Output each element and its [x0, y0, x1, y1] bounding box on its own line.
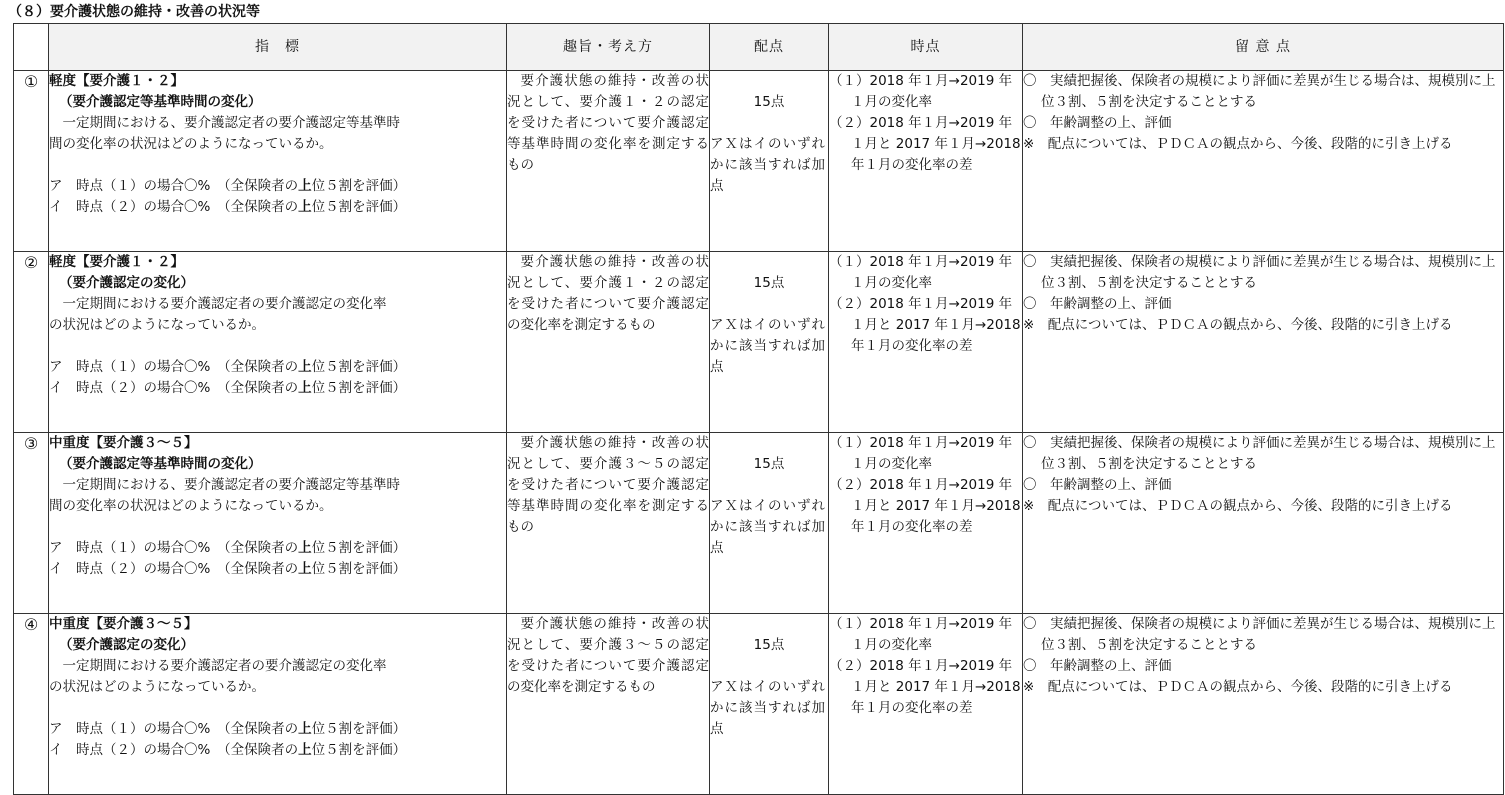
purpose-cell: [507, 614, 710, 795]
indicator-text-line: 一定期間における要介護認定者の要介護認定の変化率: [62, 658, 387, 674]
note-item: 〇 年齢調整の上、評価: [1023, 296, 1172, 312]
indicator-cell: [49, 614, 507, 795]
timing-cell: [829, 71, 1023, 252]
points-condition: アＸはイのいずれかに該当すれば加点: [710, 498, 826, 556]
indicator-text-line: の状況はどのようになっているか。: [49, 317, 265, 333]
purpose-cell: [507, 252, 710, 433]
option-text: イ 時点（２）の場合〇% （全保険者の: [49, 742, 299, 758]
header-row: [14, 24, 1504, 71]
timing-item: （２）2018 年１月→2019 年１月と 2017 年１月→2018 年１月の変化率の差: [829, 115, 1021, 173]
note-item: 〇 実績把握後、保険者の規模により評価に差異が生じる場合は、規模別に上位３割、５割を決定することとする: [1023, 254, 1496, 291]
row-number: ①: [14, 71, 49, 252]
option-text: ア 時点（１）の場合〇% （全保険者の: [49, 178, 299, 194]
indicator-cell: [49, 433, 507, 614]
indicator-table: [13, 23, 1504, 795]
table-row: [14, 71, 1504, 252]
points-score: 15点: [753, 275, 785, 291]
timing-item: （１）2018 年１月→2019 年１月の変化率: [829, 254, 1013, 291]
note-item: 〇 実績把握後、保険者の規模により評価に差異が生じる場合は、規模別に上位３割、５割を決定することとする: [1023, 616, 1496, 653]
header-number: [14, 24, 49, 71]
indicator-text-line: 一定期間における、要介護認定者の要介護認定等基準時: [62, 477, 400, 493]
purpose-text: 要介護状態の維持・改善の状況として、要介護３～５の認定を受けた者について要介護認定等基準時間の変化率を測定するもの: [507, 435, 709, 535]
note-item: ※ 配点については、ＰＤＣＡの観点から、今後、段階的に引き上げる: [1023, 679, 1453, 695]
points-condition: アＸはイのいずれかに該当すれば加点: [710, 679, 826, 737]
note-item: ※ 配点については、ＰＤＣＡの観点から、今後、段階的に引き上げる: [1023, 317, 1453, 333]
indicator-text-line: 間の変化率の状況はどのようになっているか。: [49, 498, 333, 514]
option-highlight: 上: [298, 178, 312, 194]
note-item: 〇 年齢調整の上、評価: [1023, 658, 1172, 674]
note-item: ※ 配点については、ＰＤＣＡの観点から、今後、段階的に引き上げる: [1023, 136, 1453, 152]
option-text: 位５割を評価）: [311, 540, 407, 556]
notes-cell: [1023, 252, 1504, 433]
indicator-option-b: [49, 378, 506, 399]
points-score: 15点: [753, 637, 785, 653]
option-text: 位５割を評価）: [311, 742, 407, 758]
option-text: 位５割を評価）: [311, 380, 407, 396]
section-title: （８）要介護状態の維持・改善の状況等: [8, 4, 260, 20]
option-text: 位５割を評価）: [311, 561, 407, 577]
indicator-subtitle: （要介護認定等基準時間の変化）: [59, 94, 262, 110]
indicator-subtitle: （要介護認定の変化）: [59, 637, 194, 653]
row-number: ②: [14, 252, 49, 433]
points-cell: [710, 433, 829, 614]
row-number: ③: [14, 433, 49, 614]
timing-item: （２）2018 年１月→2019 年１月と 2017 年１月→2018 年１月の変化率の差: [829, 477, 1021, 535]
indicator-option-a: [49, 176, 506, 197]
indicator-cell: [49, 252, 507, 433]
indicator-option-b: [49, 559, 506, 580]
indicator-title: 軽度【要介護１・２】: [49, 73, 184, 89]
indicator-title: 中重度【要介護３～５】: [49, 435, 198, 451]
indicator-text-line: 一定期間における、要介護認定者の要介護認定等基準時: [62, 115, 400, 131]
points-cell: [710, 71, 829, 252]
indicator-cell: [49, 71, 507, 252]
note-item: ※ 配点については、ＰＤＣＡの観点から、今後、段階的に引き上げる: [1023, 498, 1453, 514]
option-highlight: 上: [298, 359, 312, 375]
indicator-option-a: [49, 719, 506, 740]
note-item: 〇 実績把握後、保険者の規模により評価に差異が生じる場合は、規模別に上位３割、５割を決定することとする: [1023, 435, 1496, 472]
option-text: イ 時点（２）の場合〇% （全保険者の: [49, 380, 299, 396]
option-text: ア 時点（１）の場合〇% （全保険者の: [49, 540, 299, 556]
option-text: 位５割を評価）: [311, 199, 407, 215]
option-highlight: 上: [298, 380, 312, 396]
header-timing: 時点: [829, 24, 1023, 71]
option-highlight: 上: [298, 721, 312, 737]
option-text: 位５割を評価）: [311, 178, 407, 194]
indicator-title: 軽度【要介護１・２】: [49, 254, 184, 270]
option-highlight: 上: [298, 742, 312, 758]
header-purpose: 趣旨・考え方: [507, 24, 710, 71]
option-text: イ 時点（２）の場合〇% （全保険者の: [49, 561, 299, 577]
option-highlight: 上: [298, 199, 312, 215]
indicator-option-b: [49, 197, 506, 218]
option-highlight: 上: [298, 540, 312, 556]
timing-cell: [829, 433, 1023, 614]
indicator-text-line: 一定期間における要介護認定者の要介護認定の変化率: [62, 296, 387, 312]
indicator-text-line: の状況はどのようになっているか。: [49, 679, 265, 695]
notes-cell: [1023, 614, 1504, 795]
points-score: 15点: [753, 456, 785, 472]
points-cell: [710, 252, 829, 433]
purpose-text: 要介護状態の維持・改善の状況として、要介護３～５の認定を受けた者について要介護認定の変化率を測定するもの: [507, 616, 709, 695]
option-text: ア 時点（１）の場合〇% （全保険者の: [49, 359, 299, 375]
note-item: 〇 年齢調整の上、評価: [1023, 115, 1172, 131]
purpose-text: 要介護状態の維持・改善の状況として、要介護１・２の認定を受けた者について要介護認定等基準時間の変化率を測定するもの: [507, 73, 709, 173]
points-condition: アＸはイのいずれかに該当すれば加点: [710, 136, 826, 194]
points-cell: [710, 614, 829, 795]
option-highlight: 上: [298, 561, 312, 577]
timing-item: （２）2018 年１月→2019 年１月と 2017 年１月→2018 年１月の変化率の差: [829, 296, 1021, 354]
row-number: ④: [14, 614, 49, 795]
indicator-option-a: [49, 538, 506, 559]
notes-cell: [1023, 433, 1504, 614]
header-indicator: 指 標: [49, 24, 507, 71]
table-row: [14, 614, 1504, 795]
timing-item: （１）2018 年１月→2019 年１月の変化率: [829, 73, 1013, 110]
purpose-cell: [507, 433, 710, 614]
timing-item: （１）2018 年１月→2019 年１月の変化率: [829, 435, 1013, 472]
header-points: 配点: [710, 24, 829, 71]
timing-item: （１）2018 年１月→2019 年１月の変化率: [829, 616, 1013, 653]
header-notes: 留 意 点: [1023, 24, 1504, 71]
option-text: ア 時点（１）の場合〇% （全保険者の: [49, 721, 299, 737]
option-text: 位５割を評価）: [311, 359, 407, 375]
purpose-cell: [507, 71, 710, 252]
purpose-text: 要介護状態の維持・改善の状況として、要介護１・２の認定を受けた者について要介護認定の変化率を測定するもの: [507, 254, 709, 333]
option-text: イ 時点（２）の場合〇% （全保険者の: [49, 199, 299, 215]
indicator-subtitle: （要介護認定の変化）: [59, 275, 194, 291]
table-row: [14, 252, 1504, 433]
timing-cell: [829, 614, 1023, 795]
timing-cell: [829, 252, 1023, 433]
indicator-subtitle: （要介護認定等基準時間の変化）: [59, 456, 262, 472]
option-text: 位５割を評価）: [311, 721, 407, 737]
indicator-option-a: [49, 357, 506, 378]
notes-cell: [1023, 71, 1504, 252]
note-item: 〇 実績把握後、保険者の規模により評価に差異が生じる場合は、規模別に上位３割、５割を決定することとする: [1023, 73, 1496, 110]
indicator-text-line: 間の変化率の状況はどのようになっているか。: [49, 136, 333, 152]
timing-item: （２）2018 年１月→2019 年１月と 2017 年１月→2018 年１月の変化率の差: [829, 658, 1021, 716]
points-condition: アＸはイのいずれかに該当すれば加点: [710, 317, 826, 375]
indicator-option-b: [49, 740, 506, 761]
table-row: [14, 433, 1504, 614]
note-item: 〇 年齢調整の上、評価: [1023, 477, 1172, 493]
indicator-title: 中重度【要介護３～５】: [49, 616, 198, 632]
points-score: 15点: [753, 94, 785, 110]
